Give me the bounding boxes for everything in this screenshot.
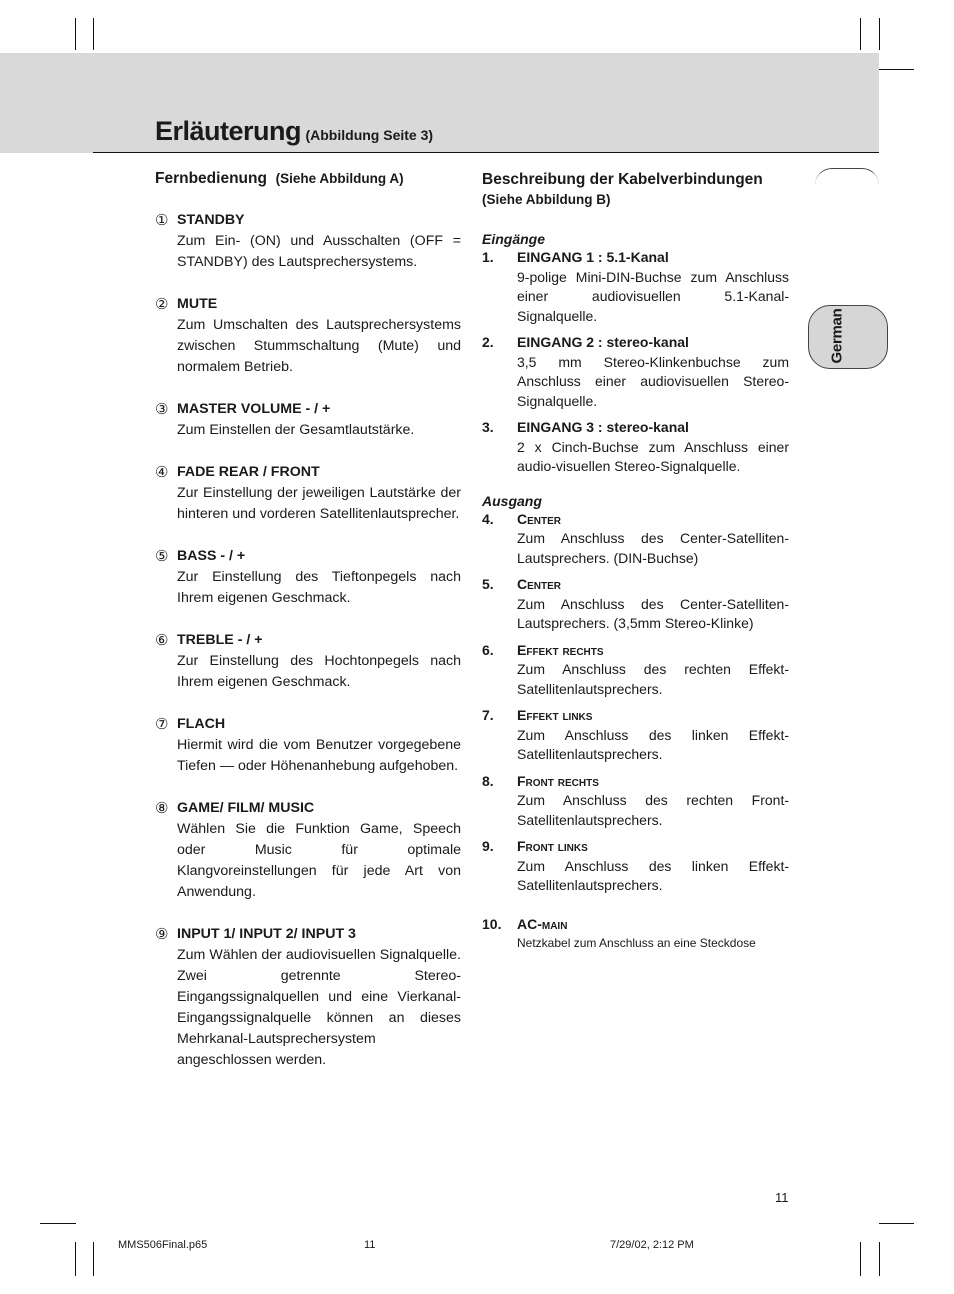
- remote-item: [155, 462, 461, 525]
- remote-item: [155, 399, 461, 441]
- connection-item: [482, 248, 789, 326]
- item-description: Zum Umschalten des Lautsprechersystems zwischen Stummschaltung (Mute) und normalem Betrieb.: [177, 317, 461, 375]
- crop-mark: [93, 18, 94, 50]
- item-number: ①: [155, 212, 169, 229]
- item-label: MUTE: [177, 296, 218, 312]
- remote-items: [155, 210, 461, 1071]
- outputs-list: [482, 510, 789, 896]
- connection-label: Front rechts: [517, 772, 599, 789]
- language-tab: [808, 305, 888, 369]
- item-number: ②: [155, 296, 169, 313]
- ac-label: AC-main: [517, 915, 568, 932]
- title-sub: (Abbildung Seite 3): [305, 127, 434, 143]
- header-band: [0, 53, 879, 153]
- remote-item: [155, 294, 461, 378]
- connection-description: Zum Anschluss des Center-Satelliten-Lautsprechers. (DIN-Buchse): [517, 530, 789, 566]
- connection-item: [482, 706, 789, 765]
- page-number: 11: [775, 1190, 789, 1205]
- crop-mark: [75, 18, 76, 50]
- item-description: Zur Einstellung des Hochtonpegels nach Ihrem eigenen Geschmack.: [177, 653, 461, 690]
- crop-mark: [879, 1223, 914, 1224]
- crop-mark: [860, 18, 861, 50]
- remote-item: [155, 546, 461, 609]
- connection-label: Center: [517, 576, 562, 592]
- connection-item: [482, 575, 789, 634]
- page-title: [155, 116, 433, 147]
- ac-item: [482, 915, 789, 953]
- crop-mark: [879, 18, 880, 50]
- connection-description: Zum Anschluss des linken Effekt-Satellitenlautsprechers.: [517, 857, 789, 893]
- item-number: ⑨: [155, 926, 169, 943]
- connection-label: EINGANG 2 : stereo-kanal: [517, 334, 689, 350]
- cable-heading: Beschreibung der Kabelverbindungen: [482, 171, 763, 188]
- item-label: INPUT 1/ INPUT 2/ INPUT 3: [177, 926, 356, 942]
- remote-item: [155, 924, 461, 1071]
- item-description: Zum Einstellen der Gesamtlautstärke.: [177, 422, 415, 438]
- footer-page: 11: [364, 1239, 376, 1251]
- cable-heading-sub: (Siehe Abbildung B): [482, 192, 611, 207]
- item-number: ③: [155, 401, 169, 418]
- connection-description: 9-polige Mini-DIN-Buchse zum Anschluss einer audiovisuellen 5.1-Kanal-Signalquelle.: [517, 268, 789, 324]
- connection-description: Zum Anschluss des Center-Satelliten-Lautsprechers. (3,5mm Stereo-Klinke): [517, 595, 789, 631]
- item-description: Zur Einstellung der jeweiligen Lautstärke der hinteren und vorderen Satellitenlautsprecher.: [177, 485, 461, 522]
- crop-mark: [40, 1223, 76, 1224]
- connection-label: Effekt rechts: [517, 641, 604, 658]
- connection-number: 3.: [482, 419, 494, 435]
- connection-number: 6.: [482, 641, 494, 658]
- connection-number: 7.: [482, 707, 494, 723]
- item-label: GAME/ FILM/ MUSIC: [177, 800, 315, 816]
- connection-number: 1.: [482, 249, 494, 265]
- connection-description: Zum Anschluss des rechten Effekt-Satellitenlautsprechers.: [517, 661, 789, 697]
- remote-item: [155, 210, 461, 273]
- connection-description: 3,5 mm Stereo-Klinkenbuchse zum Anschluss einer audiovisuellen Stereo-Signalquelle.: [517, 353, 789, 409]
- item-label: STANDBY: [177, 212, 245, 228]
- outputs-label: Ausgang: [482, 492, 542, 509]
- connection-label: Effekt links: [517, 707, 593, 723]
- crop-mark: [879, 69, 914, 70]
- tab-arc: [815, 168, 879, 185]
- item-number: ④: [155, 464, 169, 481]
- title-main: Erläuterung: [155, 116, 302, 146]
- remote-heading: [155, 168, 461, 189]
- ac-number: 10.: [482, 915, 502, 932]
- connection-number: 9.: [482, 838, 494, 854]
- remote-control-section: [155, 168, 461, 1071]
- remote-heading-text: Fernbedienung: [155, 170, 267, 187]
- connection-item: [482, 641, 789, 700]
- cable-section: [482, 170, 789, 952]
- item-number: ⑧: [155, 800, 169, 817]
- connection-item: [482, 510, 789, 569]
- remote-heading-sub: (Siehe Abbildung A): [275, 171, 404, 186]
- connection-description: Zum Anschluss des rechten Front-Satellitenlautsprechers.: [517, 792, 789, 828]
- item-description: Hiermit wird die vom Benutzer vorgegebene Tiefen — oder Höhenanhebung aufgehoben.: [177, 737, 461, 774]
- item-label: TREBLE - / +: [177, 632, 263, 648]
- inputs-label: Eingänge: [482, 231, 546, 247]
- remote-item: [155, 630, 461, 693]
- language-tab-label: German: [828, 308, 846, 364]
- connection-number: 2.: [482, 334, 494, 350]
- item-label: FADE REAR / FRONT: [177, 464, 320, 480]
- connection-number: 4.: [482, 510, 494, 527]
- ac-description: Netzkabel zum Anschluss an eine Steckdose: [517, 936, 756, 950]
- connection-item: [482, 418, 789, 477]
- connection-label: Center: [517, 510, 562, 527]
- connection-item: [482, 837, 789, 896]
- inputs-list: [482, 248, 789, 477]
- connection-number: 8.: [482, 772, 494, 789]
- item-number: ⑦: [155, 716, 169, 733]
- crop-mark: [860, 1242, 861, 1276]
- item-number: ⑥: [155, 632, 169, 649]
- item-description: Zur Einstellung des Tieftonpegels nach Ihrem eigenen Geschmack.: [177, 569, 461, 606]
- connection-label: EINGANG 3 : stereo-kanal: [517, 419, 689, 435]
- connection-description: 2 x Cinch-Buchse zum Anschluss einer audio-visuellen Stereo-Signalquelle.: [517, 438, 789, 474]
- item-label: MASTER VOLUME - / +: [177, 401, 331, 417]
- connection-description: Zum Anschluss des linken Effekt-Satellitenlautsprechers.: [517, 726, 789, 762]
- connection-label: Front links: [517, 838, 588, 854]
- remote-item: [155, 714, 461, 777]
- item-number: ⑤: [155, 548, 169, 565]
- item-description: Zum Ein- (ON) und Ausschalten (OFF = STANDBY) des Lautsprechersystems.: [177, 233, 461, 270]
- ac-item-wrap: [482, 915, 789, 953]
- connection-label: EINGANG 1 : 5.1-Kanal: [517, 249, 669, 265]
- crop-mark: [75, 1242, 76, 1276]
- footer-file: MMS506Final.p65: [118, 1239, 208, 1251]
- header-rule: [93, 152, 879, 153]
- connection-item: [482, 772, 789, 831]
- item-description: Wählen Sie die Funktion Game, Speech oder Music für optimale Klangvoreinstellungen für jede Art von Anwendung.: [177, 821, 461, 900]
- item-description: Zum Wählen der audiovisuellen Signalquelle. Zwei getrennte Stereo-Eingangssignalquellen und eine Vierkanal-Eingangssignalquelle können an dieses Mehrkanal-Lautsprechersystem angeschlossen werden.: [177, 947, 461, 1068]
- crop-mark: [93, 1242, 94, 1276]
- item-label: FLACH: [177, 716, 226, 732]
- connection-item: [482, 333, 789, 411]
- footer-date: 7/29/02, 2:12 PM: [610, 1239, 694, 1251]
- item-label: BASS - / +: [177, 548, 246, 564]
- connection-number: 5.: [482, 576, 494, 592]
- crop-mark: [879, 1242, 880, 1276]
- remote-item: [155, 798, 461, 903]
